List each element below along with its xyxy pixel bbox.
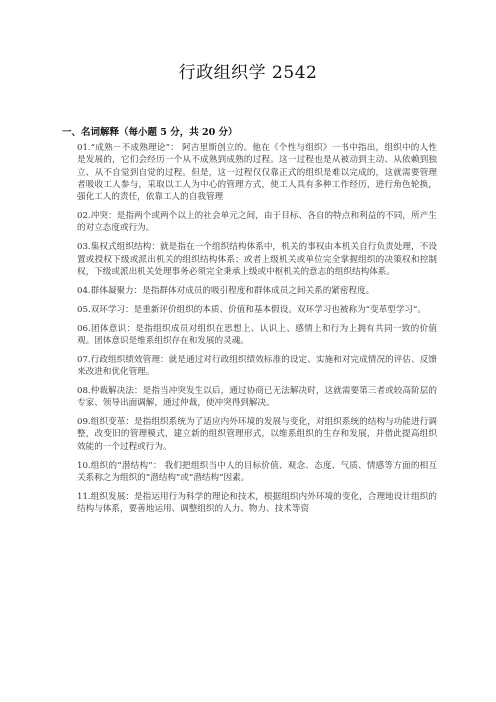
definition-entry: 04.群体凝聚力：是指群体对成员的吸引程度和群体成员之间关系的紧密程度。	[77, 285, 375, 296]
definition-entry: 08.仲裁解决法：是指当冲突发生以后，通过协商已无法解决时，这就需要第三者或较高阶层的专家、领导出面调解，通过仲裁，使冲突得到解决。	[77, 385, 437, 409]
definition-entry: 02.冲突：是指两个或两个以上的社会单元之间，由于目标、各自的特点和利益的不同，所产生的对立态度或行为。	[77, 211, 437, 234]
definition-entry: 06.团体意识：是指组织成员对组织在思想上、认识上、感情上和行为上拥有共同一致的价值观。团体意识是维系组织存在和发展的灵魂。	[77, 323, 437, 346]
document-title: 行政组织学 2542	[178, 63, 318, 83]
definition-entry: 09.组织变革：是指组织系统为了适应内外环境的发展与变化，对组织系统的结构与功能进行调整，改变旧的管理模式，建立新的组织管理形式，以维系组织的生存和发展，并借此提高组织效能的一个过程或行为。	[77, 417, 437, 452]
section-heading: 一、名词解释（每小题 5 分，共 20 分）	[62, 127, 238, 138]
definition-entry: 07.行政组织绩效管理：就是通过对行政组织绩效标准的设定、实施和对完成情况的评估、反馈来改进和优化管理。	[77, 354, 437, 378]
definition-list	[77, 142, 437, 522]
definition-entry: 10.组织的“潜结构”： 我们把组织当中人的目标价值、观念、态度、气质、情感等方面的相互关系称之为组织的“潜结构”或“潜结构”因素。	[77, 460, 437, 483]
definition-entry: 01.“成熟－不成熟理论”： 阿吉里斯创立的。他在《个性与组织》一书中指出，组织中的人性是发展的，它们会经历一个从不成熟到成熟的过程。这一过程也是从被动到主动、从依赖到独立、从不自觉到自觉的过程。但是，这一过程仅仅靠正式的组织是难以完成的，这就需要管理者吸收工人参与，采取以工人为中心的管理方式，使工人具有多种工作经历，进行角色轮换，强化工人的责任，依靠工人的自我管理	[77, 143, 437, 203]
definition-entry: 11.组织发展：是指运用行为科学的理论和技术，根据组织内外环境的变化，合理地设计组织的结构与体系，要善地运用、调整组织的人力、物力、技术等资	[77, 491, 437, 515]
definition-entry: 03.集权式组织结构：就是指在一个组织结构体系中，机关的事权由本机关自行负责处理，不设置或授权下级或派出机关的组织结构体系；或者上级机关或单位完全掌握组织的决策权和控制权，下级或派出机关处理事务必须完全秉承上级或中枢机关的意志的组织结构体系。	[77, 242, 437, 277]
definition-entry: 05.双环学习：是重新评价组织的本质、价值和基本假设。双环学习也被称为“变革型学习”。	[77, 304, 427, 315]
